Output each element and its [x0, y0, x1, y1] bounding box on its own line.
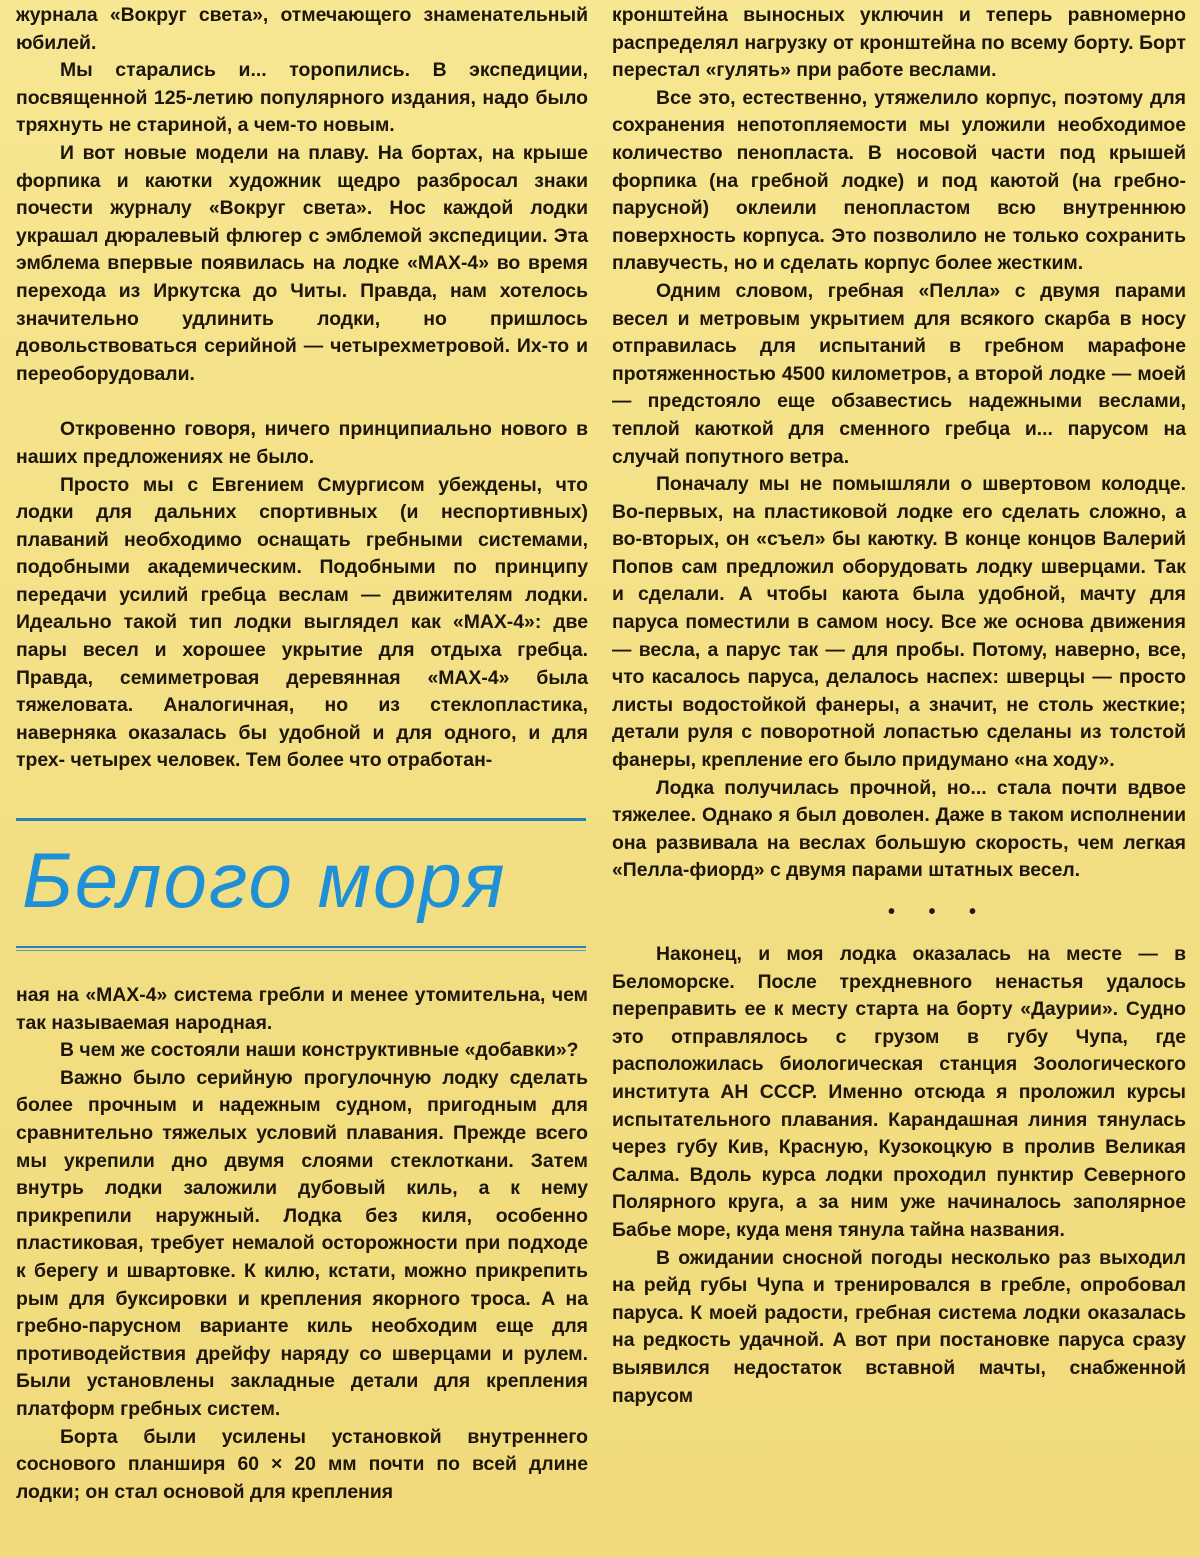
paragraph: журнала «Вокруг света», отмечающего знаменательный юбилей.: [16, 4, 588, 54]
paragraph: Лодка получилась прочной, но... стала почти вдвое тяжелее. Однако я был доволен. Даже в таком исполнении она развивала на веслах большую скорость, чем легкая «Пелла-фиорд» с двумя парами штатных весел.: [612, 776, 1186, 882]
headline-rule-bottom-thin: [16, 950, 586, 951]
headline-rule-top: [16, 818, 586, 821]
paragraph: Борта были усилены установкой внутреннего соснового планширя 60 × 20 мм почти по всей длине лодки; он стал основой для крепления: [16, 1425, 588, 1503]
headline-rule-bottom: [16, 946, 586, 948]
paragraph: Важно было серийную прогулочную лодку сделать более прочным и надежным судном, пригодным для сравнительно тяжелых условий плавания. Прежде всего мы укрепили дно двумя слоями стеклоткани. Затем внутрь лодки заложили дубовый киль, а к нему прикрепили наружный. Лодка без киля, особенно пластиковая, требует немалой осторожности при подходе к берегу и швартовке. К килю, кстати, можно прикрепить рым для буксировки и крепления якорного троса. А на гребно-парусном варианте киль необходим еще для противодействия дрейфу наряду со шверцами и рулем. Были установлены закладные детали для крепления платформ гребных систем.: [16, 1066, 588, 1420]
paragraph: Все это, естественно, утяжелило корпус, поэтому для сохранения непотопляемости мы уложили необходимое количество пенопласта. В носовой части под крышей форпика (на гребной лодке) и под каютой (на гребно-парусной) оклеили пенопластом всю внутреннюю поверхность корпуса. Это позволило не только сохранить плавучесть, но и сделать корпус более жестким.: [612, 86, 1186, 275]
paragraph: Мы старались и... торопились. В экспедиции, посвященной 125-летию популярного издания, надо было тряхнуть не стариной, а чем-то новым.: [16, 59, 588, 137]
paragraph: кронштейна выносных уключин и теперь равномерно распределял нагрузку от кронштейна по всему борту. Борт перестал «гулять» при работе веслами.: [612, 4, 1186, 82]
paragraph: В ожидании сносной погоды несколько раз выходил на рейд губы Чупа и тренировался в гребле, опробовал паруса. К моей радости, гребная система лодки оказалась на редкость удачной. А вот при постановке паруса сразу выявился недостаток вставной мачты, снабженной парусом: [612, 1246, 1186, 1407]
left-column: [16, 2, 588, 775]
headline-block: [16, 818, 586, 958]
headline: Белого моря: [22, 836, 507, 924]
right-column: [612, 2, 1186, 1410]
paragraph: Просто мы с Евгением Смургисом убеждены, что лодки для дальних спортивных (и неспортивных) плаваний необходимо оснащать гребными системами, подобными академическим. Подобными по принципу передачи усилий гребца веслам — движителям лодки. Идеально такой тип лодки выглядел как «МАХ-4»: две пары весел и хорошее укрытие для отдыха гребца. Правда, семиметровая деревянная «МАХ-4» была тяжеловата. Аналогичная, но из стеклопластика, наверняка оказалась бы удобной и для одного, и для трех- четырех человек. Тем более что отработан-: [16, 473, 588, 772]
paragraph: ная на «МАХ-4» система гребли и менее утомительна, чем так называемая народная.: [16, 984, 588, 1034]
left-column-lower: [16, 982, 588, 1506]
paragraph: Откровенно говоря, ничего принципиально нового в наших предложениях не было.: [16, 418, 588, 468]
paragraph: В чем же состояли наши конструктивные «добавки»?: [60, 1039, 579, 1062]
paragraph: Одним словом, гребная «Пелла» с двумя парами весел и метровым укрытием для всякого скарба в носу отправилась для испытаний в гребном марафоне протяженностью 4500 километров, а второй лодке — моей — предстояло еще обзавестись надежными веслами, теплой каюткой для сменного гребца и... парусом на случай попутного ветра.: [612, 279, 1186, 468]
paragraph: Поначалу мы не помышляли о швертовом колодце. Во-первых, на пластиковой лодке его сделать сложно, а во-вторых, он «съел» бы каютку. В конце концов Валерий Попов сам предложил оборудовать лодку шверцами. Так и сделали. А чтобы каюта была удобной, мачту для паруса поместили в самом носу. Все же основа движения — весла, а парус так — для пробы. Потому, наверно, все, что касалось паруса, делалось наспех: шверцы — просто листы водостойкой фанеры, а значит, не столь жесткие; детали руля с поворотной лопастью сделаны из толстой фанеры, крепление его было придумано «на ходу».: [612, 473, 1186, 772]
paragraph: Наконец, и моя лодка оказалась на месте — в Беломорске. После трехдневного ненастья удалось переправить ее к месту старта на борту «Даурии». Судно это отправлялось с грузом в губу Чупа, где расположилась биологическая станция Зоологического института АН СССР. Именно отсюда я проложил курсы испытательного плавания. Карандашная линия тянулась через губу Кив, Красную, Кузокоцкую в пролив Великая Салма. Вдоль курса лодки проходил пунктир Северного Полярного круга, а за ним уже начиналось заполярное Бабье море, куда меня тянула тайна названия.: [612, 943, 1186, 1241]
paragraph: И вот новые модели на плаву. На бортах, на крыше форпика и каютки художник щедро разбросал знаки почести журналу «Вокруг света». Нос каждой лодки украшал дюралевый флюгер с эмблемой экспедиции. Эта эмблема впервые появилась на лодке «МАХ-4» во время перехода из Иркутска до Читы. Правда, нам хотелось значительно удлинить лодки, но пришлось довольствоваться серийной — четырехметровой. Их-то и переоборудовали.: [16, 141, 588, 385]
section-separator: • • •: [887, 901, 991, 923]
